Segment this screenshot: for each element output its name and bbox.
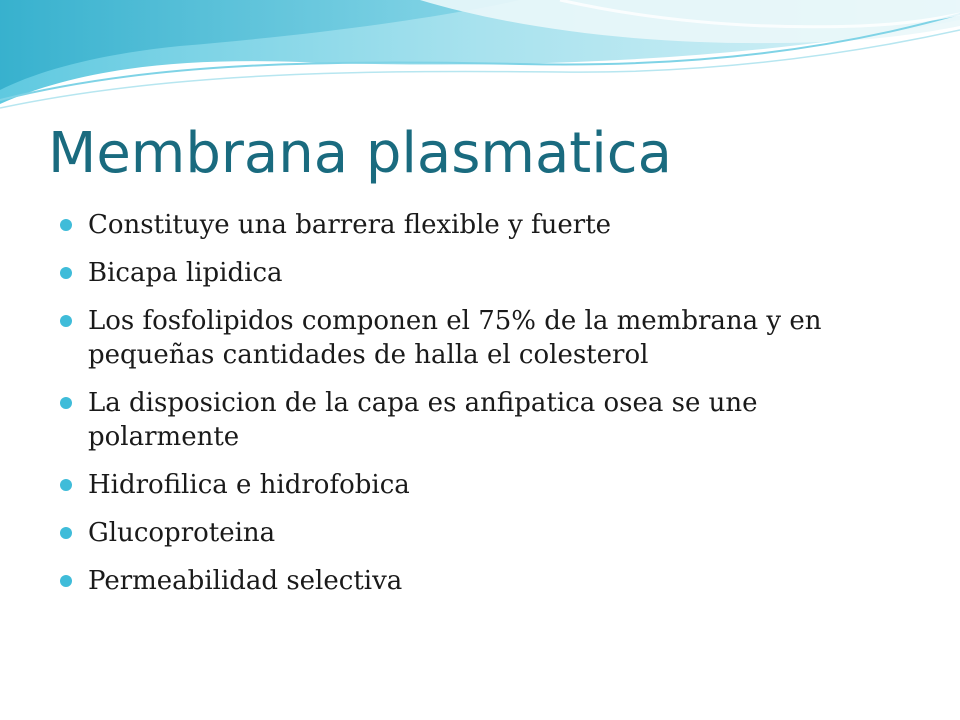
bullet-list	[60, 208, 880, 612]
bullet-item	[60, 386, 880, 454]
bullet-item	[60, 468, 880, 502]
bullet-item	[60, 256, 880, 290]
bullet-item	[60, 304, 880, 372]
bullet-dot-icon	[60, 219, 72, 231]
bullet-dot-icon	[60, 267, 72, 279]
bullet-dot-icon	[60, 479, 72, 491]
bullet-text: La disposicion de la capa es anfipatica osea se une polarmente	[88, 388, 758, 452]
slide-title: Membrana plasmatica	[48, 121, 672, 186]
bullet-dot-icon	[60, 575, 72, 587]
bullet-text: Constituye una barrera flexible y fuerte	[88, 210, 612, 240]
bullet-item	[60, 208, 880, 242]
bullet-text: Permeabilidad selectiva	[88, 566, 403, 596]
header-wave-decoration	[0, 0, 960, 120]
bullet-text: Los fosfolipidos componen el 75% de la membrana y en pequeñas cantidades de halla el colesterol	[88, 306, 822, 370]
bullet-item	[60, 564, 880, 598]
bullet-dot-icon	[60, 315, 72, 327]
bullet-text: Bicapa lipidica	[88, 258, 283, 288]
bullet-item	[60, 516, 880, 550]
bullet-dot-icon	[60, 527, 72, 539]
bullet-dot-icon	[60, 397, 72, 409]
bullet-text: Hidrofilica e hidrofobica	[88, 470, 410, 500]
bullet-text: Glucoproteina	[88, 518, 276, 548]
